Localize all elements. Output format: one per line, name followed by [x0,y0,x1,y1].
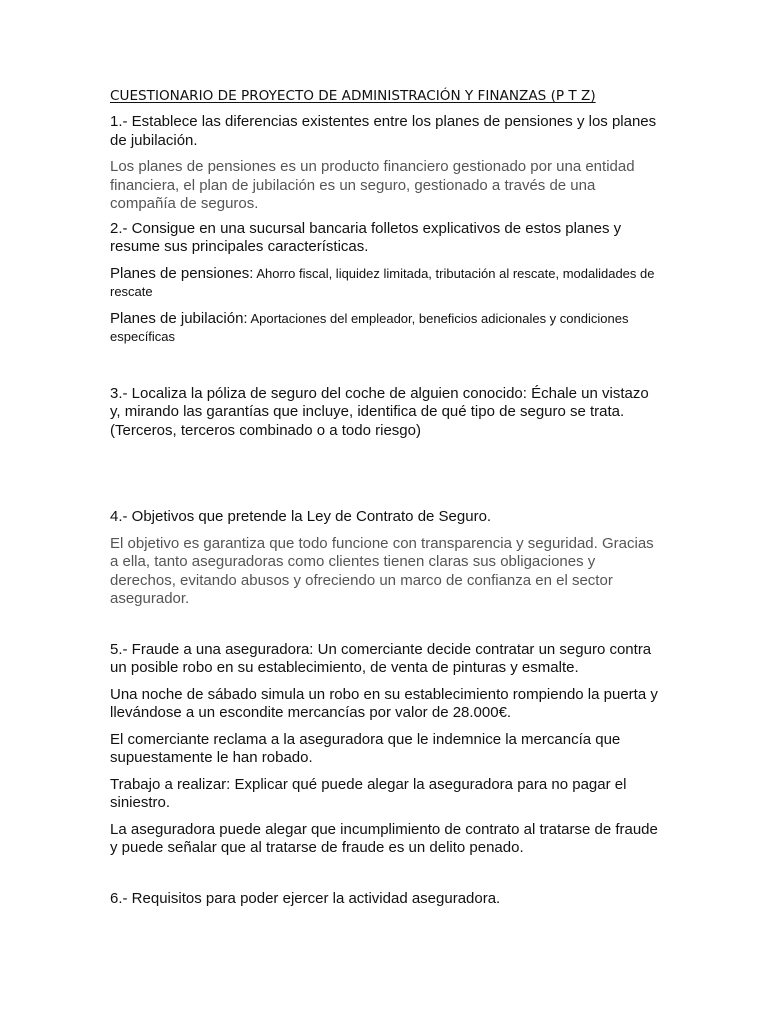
question-5-paragraph-2: Una noche de sábado simula un robo en su establecimiento rompiendo la puerta y llevándose a un escondite mercancías por valor de 28.000€. [110,685,658,721]
question-6: 6.- Requisitos para poder ejercer la actividad aseguradora. [110,889,501,907]
question-4: 4.- Objetivos que pretende la Ley de Contrato de Seguro. [110,508,492,525]
answer-2-jubilacion [110,310,662,347]
answer-4: El objetivo es garantiza que todo funcione con transparencia y seguridad. Gracias a ella, tanto aseguradoras como clientes tienen claras sus obligaciones y derechos, evitando abusos y ofreciendo un marco de confianza en el sector asegurador. [110,534,654,607]
question-2: 2.- Consigue en una sucursal bancaria folletos explicativos de estos planes y resume sus principales características. [110,219,622,255]
pensiones-text: Ahorro fiscal, liquidez limitada, tributación al rescate, modalidades de rescate [110,265,655,299]
question-5-paragraph-3: El comerciante reclama a la aseguradora que le indemnice la mercancía que supuestamente le han robado. [110,730,621,766]
answer-1: Los planes de pensiones es un producto financiero gestionado por una entidad financiera, el plan de jubilación es un seguro, gestionado a través de una compañía de seguros. [110,158,635,212]
answer-2-pensiones [110,265,662,302]
question-1: 1.- Establece las diferencias existentes entre los planes de pensiones y los planes de jubilación. [110,113,657,149]
jubilacion-text: Aportaciones del empleador, beneficios adicionales y condiciones específicas [110,310,629,344]
answer-5: La aseguradora puede alegar que incumplimiento de contrato al tratarse de fraude y puede señalar que al tratarse de fraude es un delito penado. [110,820,658,856]
question-3: 3.- Localiza la póliza de seguro del coche de alguien conocido: Échale un vistazo y, mirando las garantías que incluye, identifica de qué tipo de seguro se trata. (Terceros, terceros combinado o a todo riesgo) [110,384,649,439]
document-title: CUESTIONARIO DE PROYECTO DE ADMINISTRACIÓN Y FINANZAS (P T Z) [110,88,596,104]
question-5-task: Trabajo a realizar: Explicar qué puede alegar la aseguradora para no pagar el siniestro. [110,775,627,811]
question-5: 5.- Fraude a una aseguradora: Un comerciante decide contratar un seguro contra un posible robo en su establecimiento, de venta de pinturas y esmalte. [110,640,652,676]
pensiones-label: Planes de pensiones: [110,264,254,282]
document-body [110,87,662,908]
jubilacion-label: Planes de jubilación: [110,309,248,327]
